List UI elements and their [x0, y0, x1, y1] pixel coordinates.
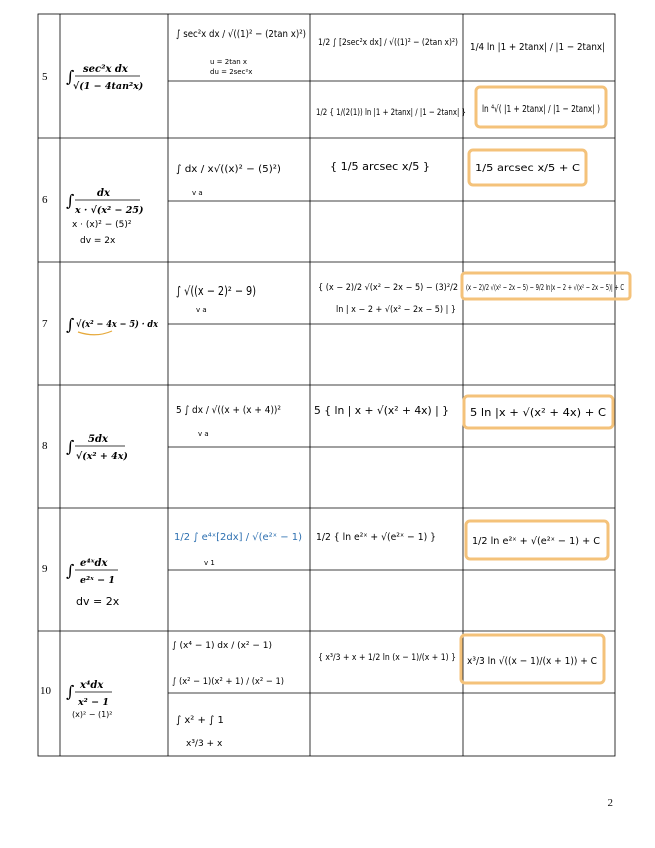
integral-sign: ∫ [66, 315, 75, 334]
final-answer: 1/2 ln e²ˣ + √(e²ˣ − 1) + C [472, 536, 601, 547]
final-answer: ln ⁴√( |1 + 2tanx| / |1 − 2tanx| ) [482, 104, 601, 115]
problem-integrand: √(x² − 4x − 5) · dx [76, 319, 159, 330]
work-step-2: { 1/5 arcsec x/5 } [330, 160, 430, 173]
work-labels: v a [192, 189, 203, 197]
work-note-du: du = 2sec²x [210, 68, 253, 76]
work-note-u: u = 2tan x [210, 58, 248, 66]
problem-numerator: x⁴dx [80, 680, 104, 691]
final-answer: 5 ln |x + √(x² + 4x) + C [470, 407, 606, 419]
work-labels: v a [198, 430, 209, 438]
work-step-2b: ln | x − 2 + √(x² − 2x − 5) | } [336, 305, 456, 315]
work-labels: v 1 [204, 559, 215, 567]
problem-denominator: √(x² + 4x) [76, 451, 128, 462]
row-number: 10 [40, 685, 51, 697]
work-step-1a: ∫ (x⁴ − 1) dx / (x² − 1) [172, 641, 272, 651]
work-step-2: 5 { ln | x + √(x² + 4x) | } [314, 404, 449, 417]
work-step-1c: ∫ x² + ∫ 1 [176, 715, 224, 726]
row-8 [42, 396, 613, 462]
row-7 [42, 273, 630, 335]
integral-sign: ∫ [66, 561, 75, 580]
problem-note: dv = 2x [80, 236, 116, 246]
row-10 [40, 635, 604, 749]
work-step-2a: { (x − 2)/2 √(x² − 2x − 5) − (3)²/2 [318, 283, 458, 293]
work-step-1: 1/2 ∫ e⁴ˣ[2dx] / √(e²ˣ − 1) [174, 532, 303, 543]
work-step-1d: x³/3 + x [186, 739, 223, 749]
table-grid [38, 14, 615, 756]
underline-mark [78, 331, 112, 335]
integral-sign: ∫ [66, 191, 75, 210]
row-number: 5 [42, 71, 48, 83]
problem-numerator: sec²x dx [83, 64, 128, 75]
final-answer: (x − 2)/2 √(x² − 2x − 5) − 9/2 ln|x − 2 + √(x² − 2x − 5)| + C [466, 283, 624, 292]
row-5 [42, 29, 606, 127]
integral-sign: ∫ [66, 67, 75, 86]
work-step-1: ∫ sec²x dx / √((1)² − (2tan x)²) [176, 29, 307, 40]
problem-numerator: 5dx [88, 434, 108, 445]
problem-note: dv = 2x [76, 595, 120, 608]
work-step-2: { x³/3 + x + 1/2 ln (x − 1)/(x + 1) } [318, 653, 456, 663]
work-step-1: ∫ √((x − 2)² − 9) [176, 284, 256, 298]
row-number: 8 [42, 440, 48, 452]
work-step-2: 1/2 ∫ [2sec²x dx] / √((1)² − (2tan x)²) [318, 38, 485, 48]
problem-numerator: dx [97, 188, 110, 199]
final-answer: x³/3 ln √((x − 1)/(x + 1)) + C [467, 656, 598, 667]
row-number: 7 [42, 318, 48, 330]
work-step-2: 1/2 { ln e²ˣ + √(e²ˣ − 1) } [316, 532, 436, 543]
problem-note: (x)² − (1)² [72, 710, 113, 719]
work-step-2b: 1/2 { 1/(2(1)) ln |1 + 2tanx| / |1 − 2tanx| } [316, 108, 466, 118]
row-number: 9 [42, 563, 48, 575]
integral-sign: ∫ [66, 437, 75, 456]
work-step-3: 1/4 ln |1 + 2tanx| / |1 − 2tanx| [470, 42, 605, 53]
problem-denominator: √(1 − 4tan²x) [73, 81, 144, 92]
row-number: 6 [42, 194, 48, 206]
problem-note: x · (x)² − (5)² [72, 220, 132, 230]
work-step-1b: ∫ (x² − 1)(x² + 1) / (x² − 1) [172, 677, 284, 687]
problem-denominator: x² − 1 [78, 697, 110, 708]
work-step-1: ∫ dx / x√((x)² − (5)²) [176, 164, 282, 175]
final-answer: 1/5 arcsec x/5 + C [475, 163, 581, 174]
work-step-1: 5 ∫ dx / √((x + (x + 4))² [176, 405, 281, 416]
row-9 [42, 521, 608, 608]
problem-denominator: x · √(x² − 25) [75, 205, 144, 216]
problem-denominator: e²ˣ − 1 [80, 575, 115, 586]
problem-numerator: e⁴ˣdx [80, 558, 108, 569]
integral-sign: ∫ [66, 682, 75, 701]
work-labels: v a [196, 306, 207, 314]
row-6 [42, 150, 586, 246]
page-number: 2 [607, 797, 613, 809]
